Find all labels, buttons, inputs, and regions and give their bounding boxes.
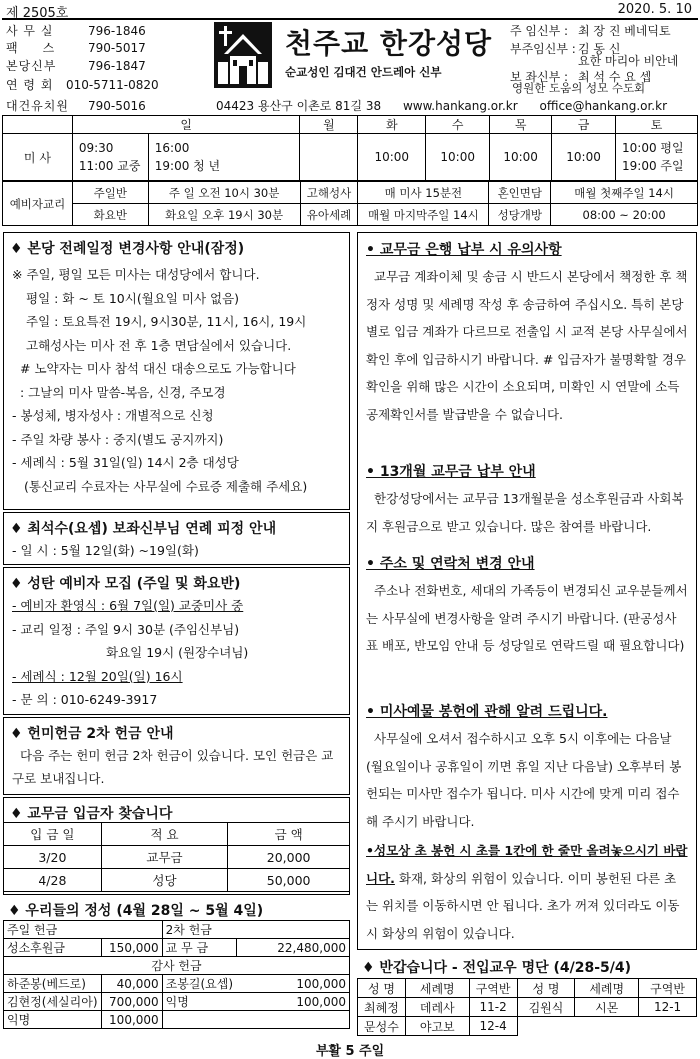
service-cell: 화요일 오후 19시 30분 — [148, 204, 300, 226]
column-header: 입 금 일 — [4, 823, 102, 846]
column-header: 적 요 — [101, 823, 228, 846]
services-label: 예비자교리 — [3, 182, 73, 226]
church-logo-icon — [214, 22, 272, 88]
service-cell: 유아세례 — [300, 204, 358, 226]
website-link[interactable]: www.hankang.or.kr — [402, 99, 518, 113]
notice-text: 교무금 계좌이체 및 송금 시 반드시 본당에서 책정한 후 책정자 성명 및 세례명 작성 후 송금하여 주십시오. 특히 본당별로 입금 계좌가 다르므로 전출입 시 교적 본당 사무실에서 확인 후에 입금하시기 바랍니다. # 입금자가 불명확할 경우 확인을 위해 많은 시간이 소요되며, 미확인 시 연말에 소득공제확인서를 발급받을 수 없습니다. — [366, 269, 688, 422]
column-header: 금 액 — [228, 823, 350, 846]
contact-row: 팩 스 790-5017 — [6, 41, 146, 55]
schedule-line: 주일 : 토요특전 19시, 9시30분, 11시, 16시, 19시 — [26, 314, 307, 329]
email-link[interactable]: office@hankang.or.kr — [539, 99, 668, 113]
header-rule — [2, 18, 698, 20]
schedule-line: (통신교리 수료자는 사무실에 수료증 제출해 주세요) — [24, 478, 308, 494]
day-tue: 화 — [358, 116, 426, 134]
schedule-line: # 노약자는 미사 참석 대신 대송으로도 가능합니다 — [20, 361, 296, 376]
wed-mass: 10:00 — [426, 134, 490, 181]
offerings-table — [3, 920, 350, 1029]
contact-row: 연 령 회 010-5711-0820 — [6, 78, 159, 92]
mass-row — [3, 134, 698, 181]
notices-box — [357, 232, 697, 950]
fri-mass: 10:00 — [552, 134, 616, 181]
table-row: 익명 100,000 — [4, 1011, 350, 1029]
catechumen-box — [3, 567, 350, 715]
schedule-line: - 봉성체, 병자성사 : 개별적으로 신청 — [12, 408, 214, 423]
schedule-line: 고해성사는 미사 전 후 1층 면담실에서 있습니다. — [26, 337, 292, 353]
day-sun: 일 — [72, 116, 300, 134]
catechumen-line: - 세례식 : 12월 20일(일) 16시 — [12, 668, 183, 684]
church-subtitle: 순교성인 김대건 안드레아 신부 — [285, 65, 442, 79]
tue-mass: 10:00 — [358, 134, 426, 181]
mass-label: 미 사 — [3, 134, 73, 181]
catechumen-line: - 문 의 : 010-6249-3917 — [12, 692, 158, 707]
service-cell: 주 일 오전 10시 30분 — [148, 182, 300, 204]
service-cell: 성당개방 — [489, 204, 551, 226]
finders-table — [3, 822, 350, 892]
notice-title: • 주소 및 연락처 변경 안내 — [366, 556, 535, 572]
issue-number: 제 2505호 — [6, 6, 69, 21]
services-row — [3, 204, 698, 226]
services-row — [3, 182, 698, 204]
box-title: ♦ 교무금 입금자 찾습니다 — [10, 806, 173, 822]
retreat-date: - 일 시 : 5월 12일(화) ~19일(화) — [12, 543, 199, 558]
table-row: 주일 헌금 2차 헌금 — [4, 921, 350, 939]
notice-title: •성모상 초 봉헌 시 초를 1칸에 한 줄만 올려놓으시기 바랍니다. — [366, 843, 688, 886]
table-row: 김현정(세실리아) 700,000 익명 100,000 — [4, 993, 350, 1011]
day-thu: 목 — [490, 116, 552, 134]
service-cell: 화요반 — [72, 204, 148, 226]
offerings-title: ♦ 우리들의 정성 (4월 28일 ~ 5월 4일) — [8, 903, 264, 919]
notice-text: 사무실에 오셔서 접수하시고 오후 5시 이후에는 다음날(월요일이나 공휴일이 끼면 휴일 지난 다음날) 오후부터 봉헌되는 미사만 접수가 됩니다. 미사 시간에 맞게 미리 접수해 주시기 바랍니다. — [366, 731, 682, 829]
staff-row: 요한 마리아 비안네 — [578, 54, 679, 68]
sun-evening-masses: 16:00 19:00 청 년 — [148, 134, 300, 181]
day-sat: 토 — [616, 116, 698, 134]
second-collection-text: 다음 주는 헌미 헌금 2차 헌금이 있습니다. 모인 헌금은 교구로 보내집니다. — [12, 748, 334, 786]
address-row — [216, 97, 685, 114]
address: 04423 용산구 이촌로 81길 38 — [216, 99, 382, 113]
schedule-line: ※ 주일, 평일 모든 미사는 대성당에서 합니다. — [12, 267, 260, 282]
schedule-line: 평일 : 화 ~ 토 10시(월요일 미사 없음) — [26, 290, 240, 306]
services-table — [2, 181, 698, 226]
service-cell: 혼인면담 — [489, 182, 551, 204]
notice-title: • 교무금 은행 납부 시 유의사항 — [366, 242, 562, 258]
liturgy-schedule-box — [3, 232, 350, 510]
service-cell: 매 미사 15분전 — [358, 182, 489, 204]
issue-date: 2020. 5. 10 — [617, 2, 692, 17]
staff-row: 주 임신부 : 최 장 진 베네딕토 — [510, 24, 671, 38]
retreat-box — [3, 512, 350, 565]
staff-row: 부주임신부 : 김 동 신 — [510, 42, 621, 56]
footer-liturgical-day: 부활 5 주일 — [315, 1044, 385, 1059]
catechumen-line: - 예비자 환영식 : 6월 7일(일) 교중미사 중 — [12, 598, 244, 613]
service-cell: 매월 마지막주일 14시 — [358, 204, 489, 226]
day-fri: 금 — [552, 116, 616, 134]
church-name: 천주교 한강성당 — [285, 27, 493, 60]
mass-schedule-table — [2, 115, 698, 181]
service-cell: 매월 첫째주일 14시 — [551, 182, 698, 204]
box-title: ♦ 헌미헌금 2차 헌금 안내 — [10, 726, 174, 742]
transfer-table — [357, 978, 697, 1036]
schedule-lines — [12, 263, 307, 498]
sun-morning-masses: 09:30 11:00 교중 — [72, 134, 148, 181]
contact-row: 대건유치원 790-5016 — [6, 99, 146, 113]
table-row: 3/20 교무금 20,000 — [4, 846, 350, 869]
blank-cell — [3, 116, 73, 134]
table-row: 감사 헌금 — [4, 957, 350, 975]
table-row: 성소후원금 150,000 교 무 금 22,480,000 — [4, 939, 350, 957]
contact-row: 본당신부 796-1847 — [6, 59, 146, 73]
notice-title: • 13개월 교무금 납부 안내 — [366, 464, 536, 480]
schedule-line: - 세례식 : 5월 31일(일) 14시 2층 대성당 — [12, 455, 239, 470]
contact-row: 사 무 실 796-1846 — [6, 24, 146, 38]
day-header-row — [3, 116, 698, 134]
notice-title: • 미사예물 봉헌에 관해 알려 드립니다. — [366, 704, 608, 720]
table-row: 최혜정 데레사 11-2 김원식 시몬 12-1 — [358, 998, 697, 1017]
service-cell: 주일반 — [72, 182, 148, 204]
service-cell: 고해성사 — [300, 182, 358, 204]
staff-order: 영원한 도움의 성모 수도회 — [512, 81, 646, 95]
schedule-line: - 주일 차량 봉사 : 중지(별도 공지까지) — [12, 431, 224, 447]
notice-text: 주소나 전화번호, 세대의 가족등이 변경되신 교우분들께서는 사무실에 변경사항을 알려 주시기 바랍니다. (판공성사표 배포, 반모임 안내 등 성당일로 연락드릴 때 필요합니다) — [366, 583, 688, 653]
second-collection-box — [3, 717, 350, 795]
table-row: 문성수 야고보 12-4 — [358, 1017, 697, 1036]
day-mon: 월 — [300, 116, 358, 134]
day-wed: 수 — [426, 116, 490, 134]
table-row: 4/28 성당 50,000 — [4, 869, 350, 892]
service-cell: 08:00 ~ 20:00 — [551, 204, 698, 226]
box-title: ♦ 최석수(요셉) 보좌신부님 연례 피정 안내 — [10, 521, 277, 537]
catechumen-lines — [12, 594, 248, 712]
box-title: ♦ 본당 전례일정 변경사항 안내(잠정) — [10, 241, 245, 257]
staff-row: 보 좌신부 : 최 석 수 요 셉 — [510, 70, 652, 84]
catechumen-line: - 교리 일정 : 주일 9시 30분 (주임신부님) — [12, 621, 240, 637]
table-row: 하준봉(베드로) 40,000 조봉길(요셉) 100,000 — [4, 975, 350, 993]
catechumen-line: 화요일 19시 (원장수녀님) — [106, 645, 249, 660]
sat-masses: 10:00 평일 19:00 주일 — [616, 134, 698, 181]
schedule-line: : 그날의 미사 말씀-복음, 신경, 주모경 — [20, 384, 226, 400]
table-header-row: 성 명 세례명 구역반 성 명 세례명 구역반 — [358, 979, 697, 998]
transfer-title: ♦ 반갑습니다 - 전입교우 명단 (4/28-5/4) — [362, 960, 632, 976]
table-header-row — [4, 823, 350, 846]
mon-mass — [300, 134, 358, 181]
notice-text: 한강성당에서는 교무금 13개월분을 성소후원금과 사회복지 후원금으로 받고 있습니다. 많은 참여를 바랍니다. — [366, 491, 684, 534]
box-title: ♦ 성탄 예비자 모집 (주일 및 화요반) — [10, 576, 241, 592]
notice-text: •성모상 초 봉헌 시 초를 1칸에 한 줄만 올려놓으시기 바랍니다. 화재, 화상의 위험이 있습니다. 이미 봉헌된 다른 초는 위치를 이동하시면 안 됩니다. 초가 꺼져 있더라도 이동 시 화상의 위험이 있습니다. — [366, 843, 688, 941]
thu-mass: 10:00 — [490, 134, 552, 181]
